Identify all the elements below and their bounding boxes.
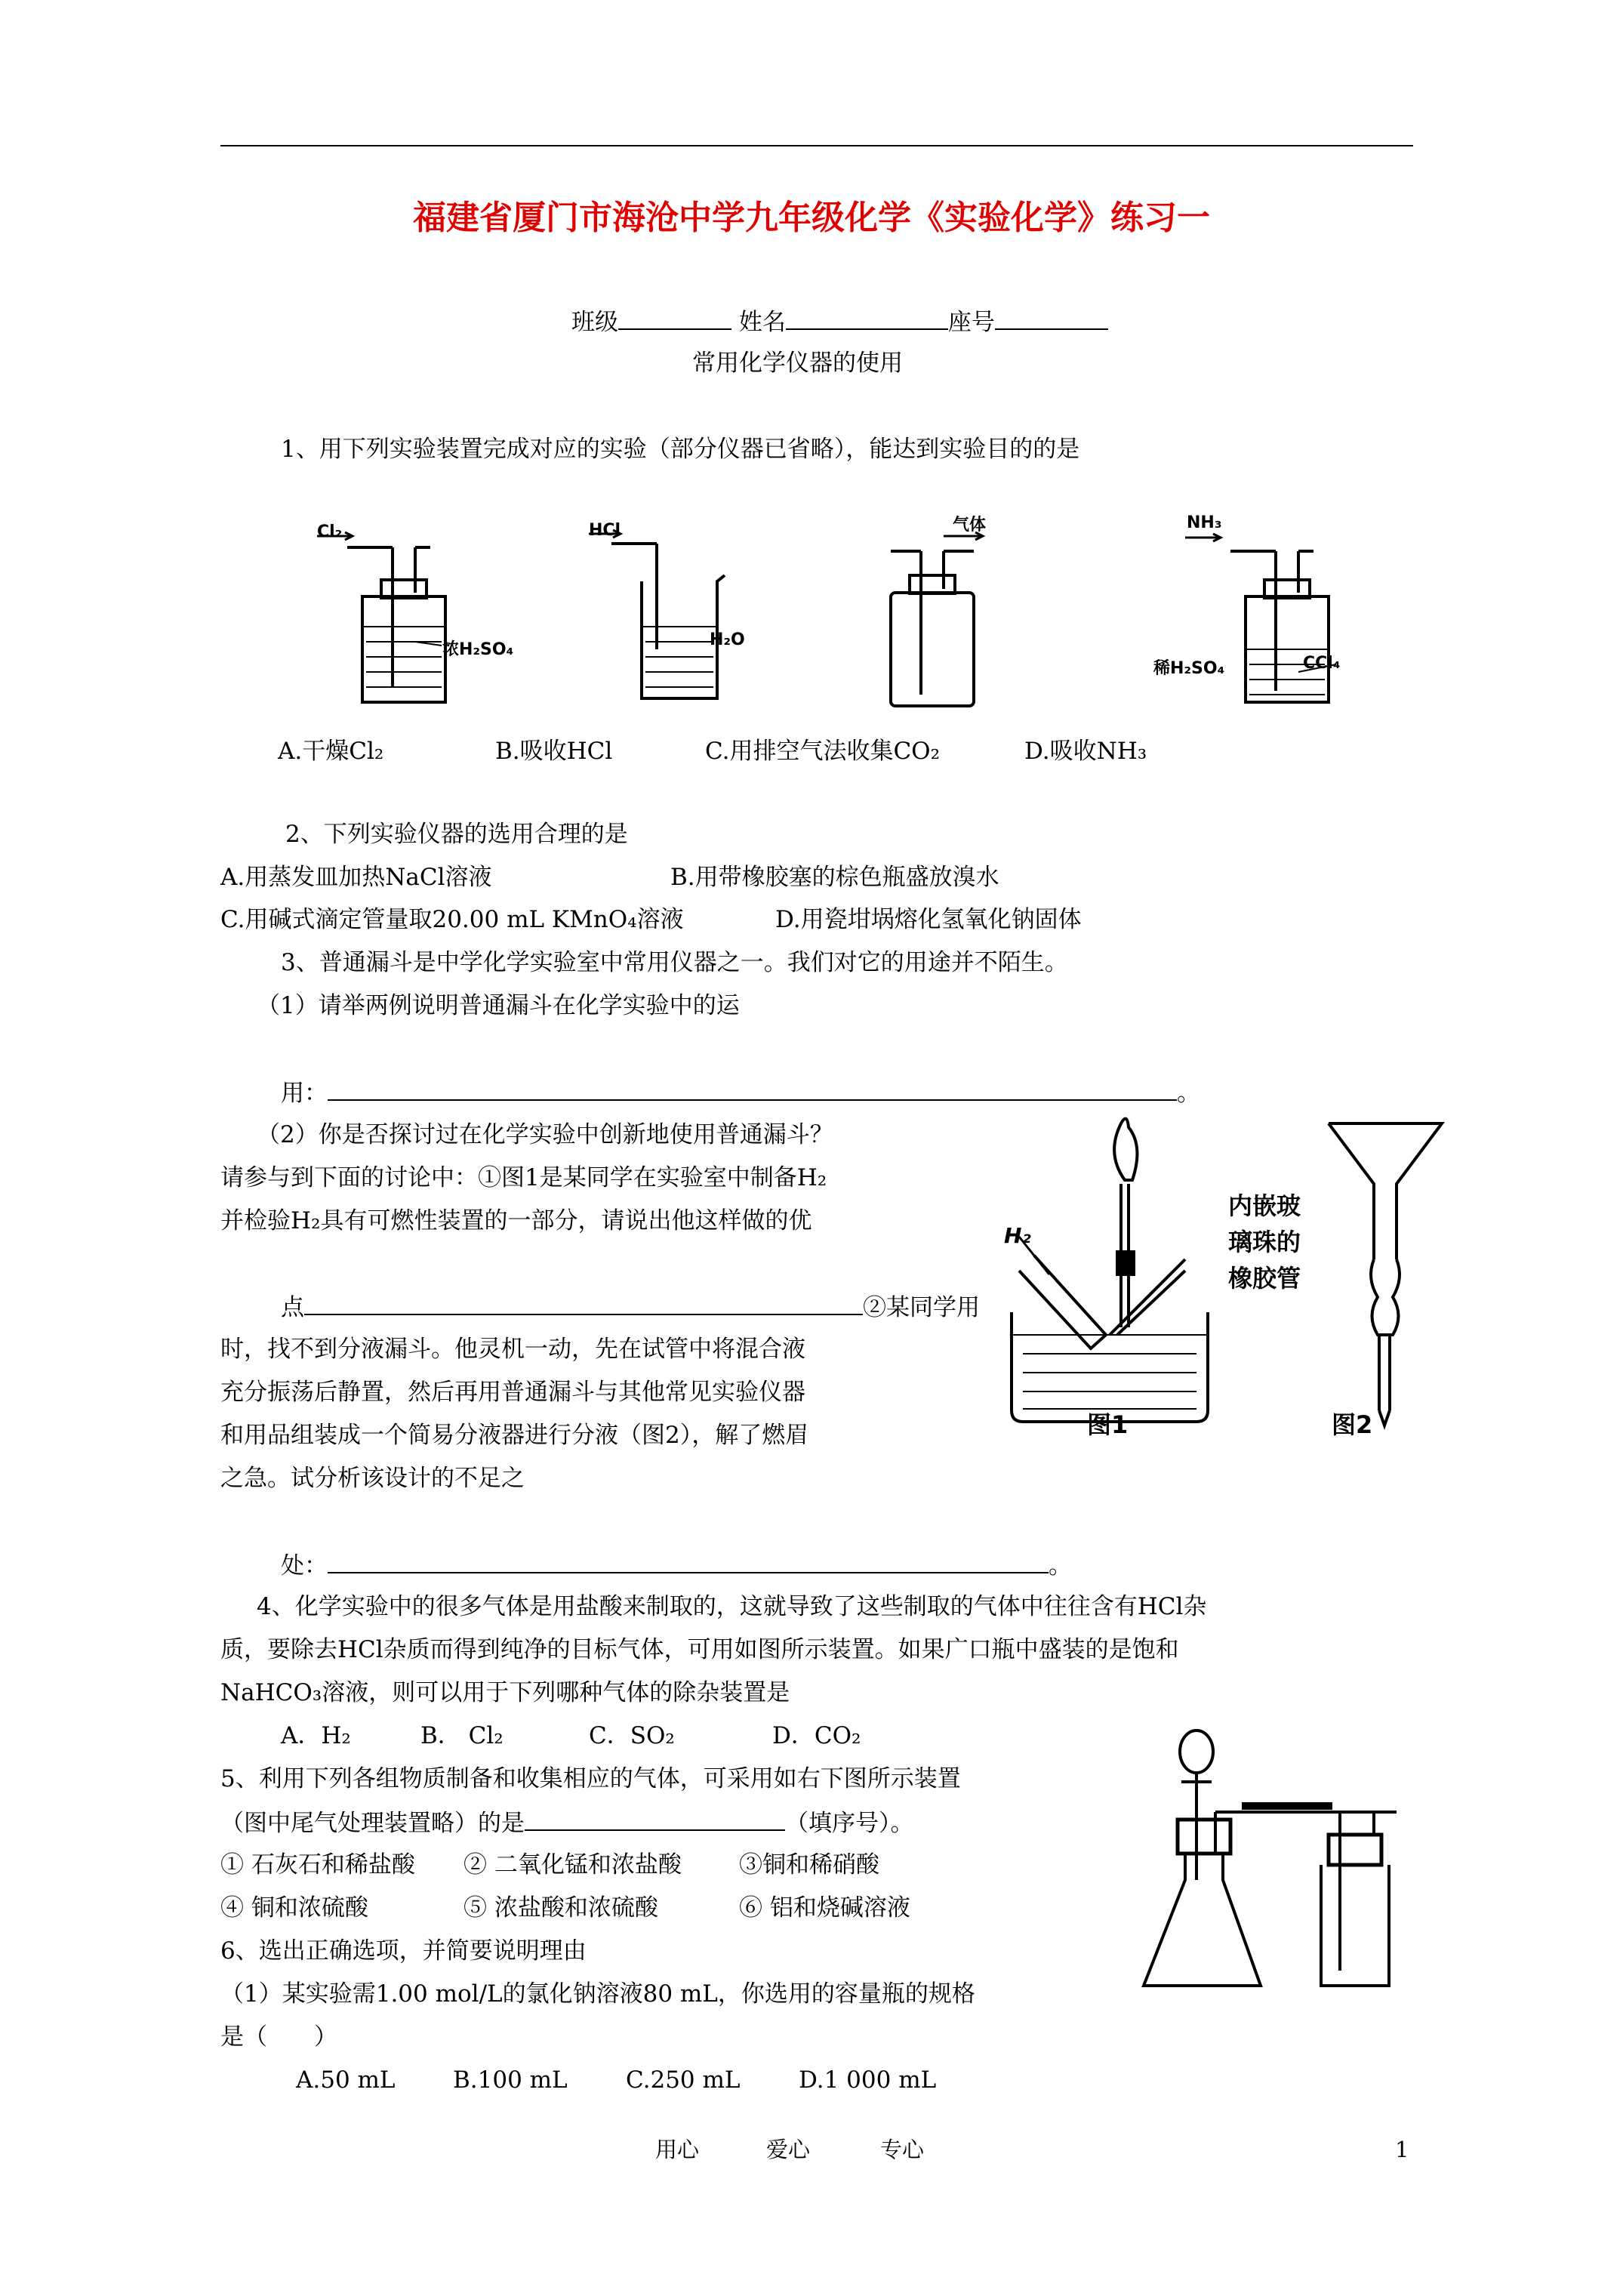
header-rule [220, 145, 1413, 146]
q6-option-b: B.100 mL [453, 2066, 568, 2094]
q1-stem: 1、用下列实验装置完成对应的实验（部分仪器已省略），能达到实验目的的是 [281, 436, 1080, 463]
q5-item-4: ④ 铜和浓硫酸 [220, 1894, 368, 1922]
page-number: 1 [1395, 2137, 1409, 2162]
q5-item-6: ⑥ 铝和烧碱溶液 [739, 1894, 910, 1922]
figure1-caption: 图1 [1087, 1410, 1129, 1439]
q4-option-a: A．H₂ [281, 1722, 351, 1749]
q5-fill-hint: （填序号）。 [785, 1810, 914, 1837]
q1-option-a: A.干燥Cl₂ [278, 738, 384, 765]
q5-items-row1 [220, 1850, 879, 1880]
figure1-h2-label: H₂ [1004, 1223, 1031, 1248]
q3-part1-period: 。 [1177, 1080, 1200, 1107]
q5-item-1: ① 石灰石和稀盐酸 [220, 1851, 415, 1878]
q3-part2-line1: （2）你是否探讨过在化学实验中创新地使用普通漏斗？ [257, 1121, 833, 1148]
figure1-apparatus-icon [1012, 1119, 1208, 1422]
seat-blank[interactable] [995, 306, 1108, 330]
q2-option-a: A.用蒸发皿加热NaCl溶液 [220, 864, 492, 891]
q5-apparatus-figure [1136, 1729, 1415, 1993]
q2-option-d: D.用瓷坩埚熔化氢氧化钠固体 [775, 906, 1082, 933]
label-hcl: HCl [589, 521, 621, 540]
q4-line1: 4、化学实验中的很多气体是用盐酸来制取的，这就导致了这些制取的气体中往往含有HCl杂 [257, 1593, 1207, 1620]
label-h2so4-conc: 浓H₂SO₄ [442, 640, 514, 659]
q4-line3: NaHCO₃溶液，则可以用于下列哪种气体的除杂装置是 [220, 1679, 790, 1706]
q6-option-a: A.50 mL [296, 2066, 396, 2094]
student-info-line [571, 306, 1108, 337]
label-h2o: H₂O [710, 630, 745, 649]
figure2-label [1228, 1188, 1301, 1296]
figure2-label-line1: 内嵌玻 [1228, 1191, 1301, 1220]
q4-option-b: B． Cl₂ [420, 1722, 504, 1749]
bottle-c-icon [891, 532, 983, 706]
q3-part2-line3: 并检验H₂具有可燃性装置的一部分，请说出他这样做的优 [220, 1207, 812, 1234]
section-title: 常用化学仪器的使用 [692, 350, 903, 377]
q3-part2-line5: 时，找不到分液漏斗。他灵机一动，先在试管中将混合液 [220, 1336, 805, 1363]
figure2-label-line3: 橡胶管 [1228, 1264, 1301, 1293]
q1-option-c: C.用排空气法收集CO₂ [705, 738, 941, 765]
footer-motto-3: 专心 [880, 2137, 925, 2162]
q6-part1: （1）某实验需1.00 mol/L的氯化钠溶液80 mL，你选用的容量瓶的规格 [220, 1980, 975, 2008]
q3-part2-line4 [281, 1291, 980, 1323]
label-cl2: Cl₂ [317, 522, 343, 541]
beaker-b-icon [589, 530, 725, 698]
bottle-a-icon [317, 532, 445, 702]
q1-option-b: B.吸收HCl [495, 738, 613, 765]
q6-option-c: C.250 mL [626, 2066, 741, 2094]
q5-prompt: （图中尾气处理装置略）的是 [220, 1810, 525, 1837]
q3-part2-line7: 和用品组装成一个简易分液器进行分液（图2），解了燃眉 [220, 1422, 809, 1449]
label-gas: 气体 [953, 516, 987, 535]
q5-items-row2 [220, 1893, 910, 1923]
label-nh3: NH₃ [1187, 513, 1222, 532]
q3-part2-period: 。 [1049, 1552, 1072, 1579]
figure2-caption: 图2 [1332, 1410, 1373, 1439]
q3-part1: （1）请举两例说明普通漏斗在化学实验中的运 [257, 992, 740, 1019]
q6-option-d: D.1 000 mL [799, 2066, 937, 2094]
q5-item-5: ⑤ 浓盐酸和浓硫酸 [463, 1894, 658, 1922]
q3-part1-answer-line [281, 1077, 1200, 1108]
figure2-label-line2: 璃珠的 [1228, 1228, 1301, 1256]
q1-option-d: D.吸收NH₃ [1024, 738, 1147, 765]
q3-part2-answer-line [281, 1549, 1072, 1581]
q5-line2 [220, 1807, 914, 1838]
q3-part2-line2: 请参与到下面的讨论中：①图1是某同学在实验室中制备H₂ [220, 1164, 827, 1191]
name-label: 姓名 [738, 309, 786, 336]
q2-option-b: B.用带橡胶塞的棕色瓶盛放溴水 [670, 864, 999, 891]
q4-option-d: D．CO₂ [772, 1722, 861, 1749]
seat-label: 座号 [947, 309, 995, 336]
label-ccl4: CCl₄ [1303, 654, 1341, 673]
q3-part2-line6: 充分振荡后静置，然后再用普通漏斗与其他常见实验仪器 [220, 1379, 805, 1406]
q3-shortcoming-label: 处： [281, 1552, 328, 1579]
class-blank[interactable] [618, 306, 731, 330]
q4-line2: 质，要除去HCl杂质而得到纯净的目标气体，可用如图所示装置。如果广口瓶中盛装的是饱和 [220, 1636, 1179, 1663]
flask-and-bottle-icon [1144, 1730, 1397, 1986]
figure2-funnel-icon [1329, 1123, 1442, 1425]
q3-advantage-blank[interactable] [304, 1291, 863, 1315]
footer-motto-1: 用心 [655, 2137, 700, 2162]
q5-item-3: ③铜和稀硝酸 [739, 1851, 879, 1878]
q3-part2-line8: 之急。试分析该设计的不足之 [220, 1465, 525, 1492]
q3-part1-blank[interactable] [328, 1077, 1177, 1101]
name-blank[interactable] [786, 306, 948, 330]
q3-part1-answer-label: 用： [281, 1080, 328, 1107]
q5-answer-blank[interactable] [525, 1807, 785, 1831]
q4-option-c: C．SO₂ [589, 1722, 675, 1749]
q6-stem: 6、选出正确选项，并简要说明理由 [220, 1937, 587, 1965]
q2-stem: 2、下列实验仪器的选用合理的是 [285, 821, 628, 848]
q3-stem: 3、普通漏斗是中学化学实验室中常用仪器之一。我们对它的用途并不陌生。 [281, 949, 1068, 976]
q5-item-2: ② 二氧化锰和浓盐酸 [463, 1851, 682, 1878]
q6-part1-answer: 是（ ） [220, 2023, 337, 2051]
q2-option-c: C.用碱式滴定管量取20.00 mL KMnO₄溶液 [220, 906, 684, 933]
q3-figure-1-2 [993, 1108, 1415, 1456]
class-label: 班级 [571, 309, 618, 336]
q1-apparatus-figure [310, 536, 1366, 710]
q3-part2-continue: ②某同学用 [863, 1294, 980, 1321]
document-title: 福建省厦门市海沧中学九年级化学《实验化学》练习一 [413, 199, 1210, 237]
q3-shortcoming-blank[interactable] [328, 1549, 1049, 1573]
label-h2so4-dil: 稀H₂SO₄ [1153, 659, 1225, 678]
footer-motto-2: 爱心 [766, 2137, 811, 2162]
q3-advantage-label: 点 [281, 1294, 304, 1321]
q5-line1: 5、利用下列各组物质制备和收集相应的气体，可采用如右下图所示装置 [220, 1765, 961, 1792]
